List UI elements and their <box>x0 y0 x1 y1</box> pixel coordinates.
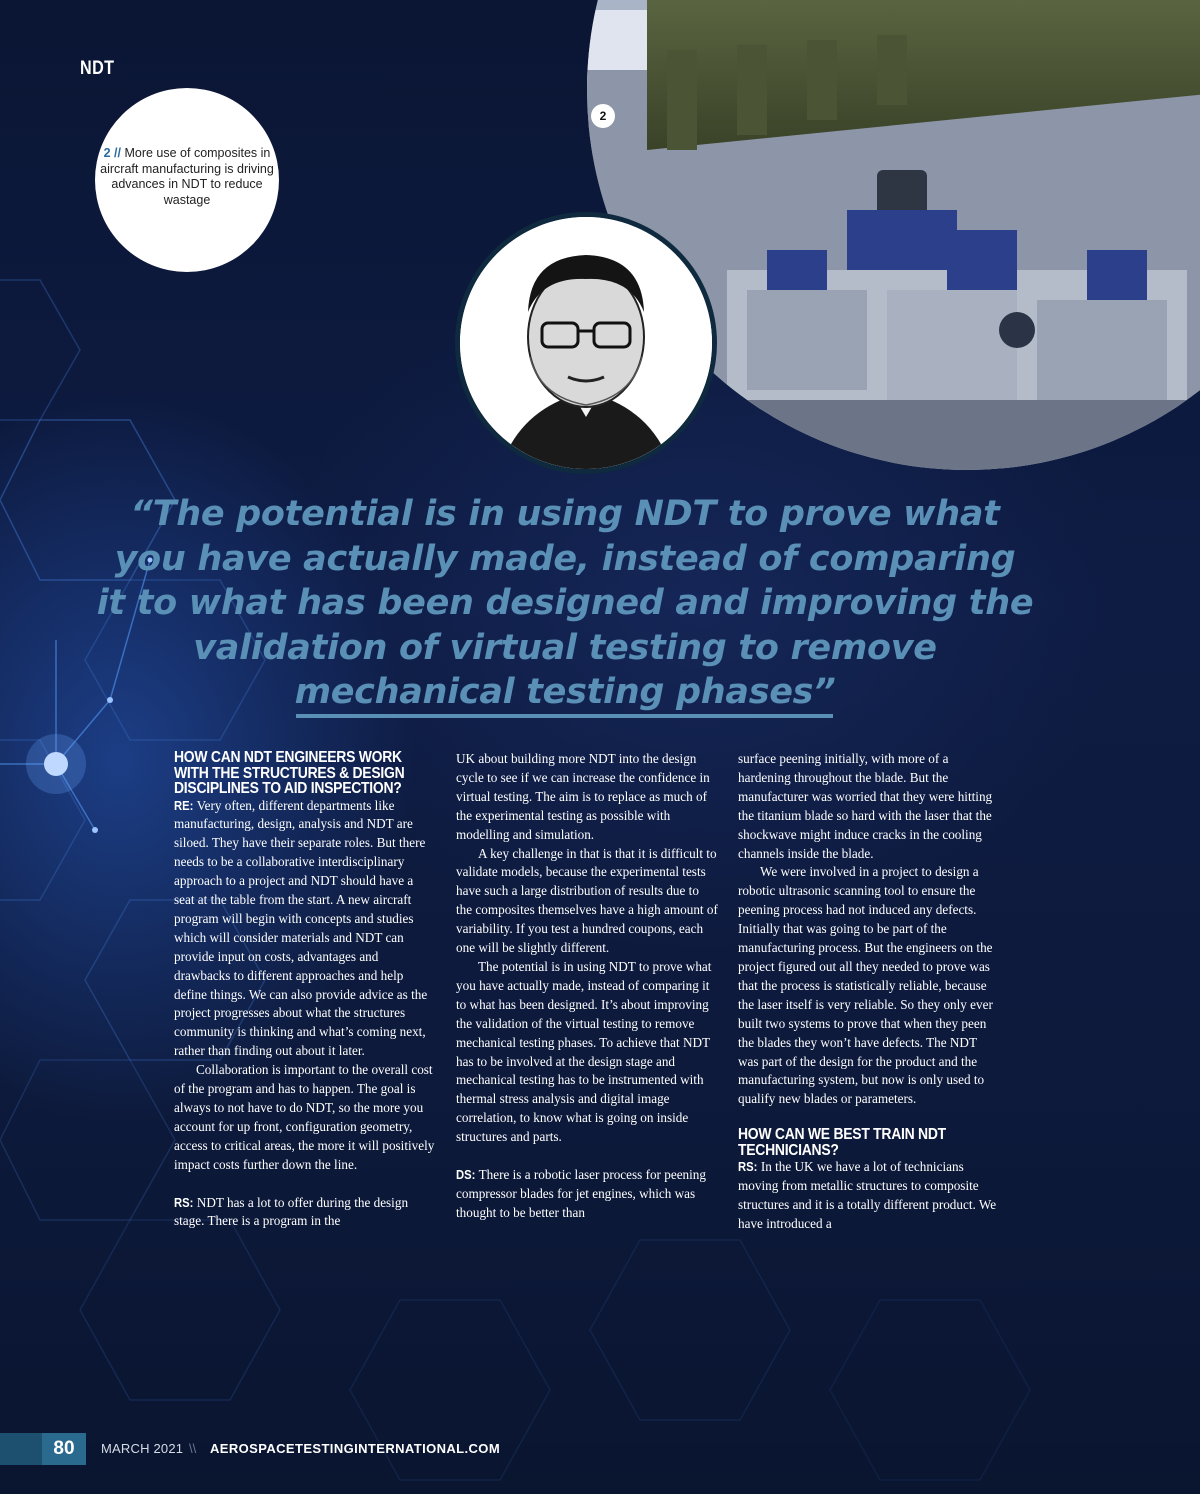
interviewee-portrait <box>455 212 717 474</box>
answer-paragraph: RS: NDT has a lot to offer during the design stage. There is a program in the <box>174 1194 409 1229</box>
page-number: 80 <box>42 1433 86 1465</box>
pull-quote-underline <box>296 714 833 718</box>
speaker-initials: DS: <box>456 1167 476 1182</box>
continued-paragraph: UK about building more NDT into the design cycle to see if we can increase the confidence in virtual testing. The aim is to replace as much of the experimental testing as possible with modelling and simulation. <box>456 751 710 842</box>
caption-number: 2 // <box>103 146 121 160</box>
article-column-2 <box>456 750 718 1223</box>
body-paragraph: Collaboration is important to the overall cost of the program and has to happen. The goal is always to not have to do NDT, so the more you account for up front, configuration geometry, access to critical areas, the more it will positively impact costs further down the line. <box>174 1062 435 1172</box>
section-label: NDT <box>80 58 115 79</box>
folio-accent-bar <box>0 1433 42 1465</box>
publication-website: AEROSPACETESTINGINTERNATIONAL.COM <box>210 1441 501 1456</box>
speaker-initials: RS: <box>738 1160 758 1175</box>
photo-caption <box>100 146 274 208</box>
issue-date: MARCH 2021 <box>101 1441 184 1456</box>
article-column-3 <box>738 750 1000 1234</box>
speaker-initials: RE: <box>174 798 194 813</box>
pull-quote: “The potential is in using NDT to prove what you have actually made, instead of comparing it to what has been designed and improving the validation of virtual testing to remove mechanical testing phases” <box>96 494 1034 712</box>
photo-number-badge: 2 <box>591 104 615 128</box>
continued-paragraph: surface peening initially, with more of a hardening throughout the blade. But the manufacturer was worried that they were hitting the titanium blade so hard with the laser that the shockwave might induce cracks in the cooling channels inside the blade. <box>738 751 993 861</box>
question-heading-2: HOW CAN WE BEST TRAIN NDT TECHNICIANS? <box>738 1126 946 1159</box>
speaker-initials: RS: <box>174 1195 194 1210</box>
answer-paragraph: DS: There is a robotic laser process for peening compressor blades for jet engines, which was thought to be better than <box>456 1166 706 1220</box>
question-heading-1: HOW CAN NDT ENGINEERS WORK WITH THE STRUCTURES & DESIGN DISCIPLINES TO AID INSPECTION? <box>174 749 405 797</box>
body-paragraph: The potential is in using NDT to prove what you have actually made, instead of comparing it to what has been designed. It’s about improving the validation of the virtual testing to remove mechanical testing phases. To achieve that NDT has to be involved at the design stage and mechanical testing has to be instrumented with thermal stress analysis and digital image correlation, to know what is going on inside structures and parts. <box>456 958 712 1145</box>
answer-paragraph: RS: In the UK we have a lot of technicians moving from metallic structures to composite structures and it is a totally different product. We have introduced a <box>738 1159 997 1231</box>
caption-body: More use of composites in aircraft manufacturing is driving advances in NDT to reduce wastage <box>100 146 274 207</box>
folio-separator: \\ <box>189 1441 197 1456</box>
article-column-1 <box>174 750 436 1231</box>
body-paragraph: We were involved in a project to design a robotic ultrasonic scanning tool to ensure the peening process had not induced any defects. Initially that was going to be part of the manufacturing process. But the engineers on the project figured out all they needed to prove was that the process is statistically reliable, because the laser itself is very reliable. So they only ever built two systems to prove that when they peen the blades they won’t have defects. The NDT was part of the design for the product and the manufacturing system, but now is only used to qualify new blades or parameters. <box>738 864 993 1107</box>
answer-paragraph: RE: Very often, different departments like manufacturing, design, analysis and NDT are siloed. They have their separate roles. But there needs to be a collaborative interdisciplinary approach to a project and NDT should have a seat at the table from the start. A new aircraft program will begin with concepts and studies which will consider materials and NDT can provide input on costs, advantages and drawbacks to different approaches and help define things. We can also provide advice as the project progresses about what the structures community is thinking and what’s coming next, rather than finding out about it later. <box>174 797 428 1059</box>
body-paragraph: A key challenge in that is that it is difficult to validate models, because the experimental tests have such a large distribution of results due to the composites themselves have a high amount of variability. If you test a hundred coupons, each one will be slightly different. <box>456 845 718 956</box>
